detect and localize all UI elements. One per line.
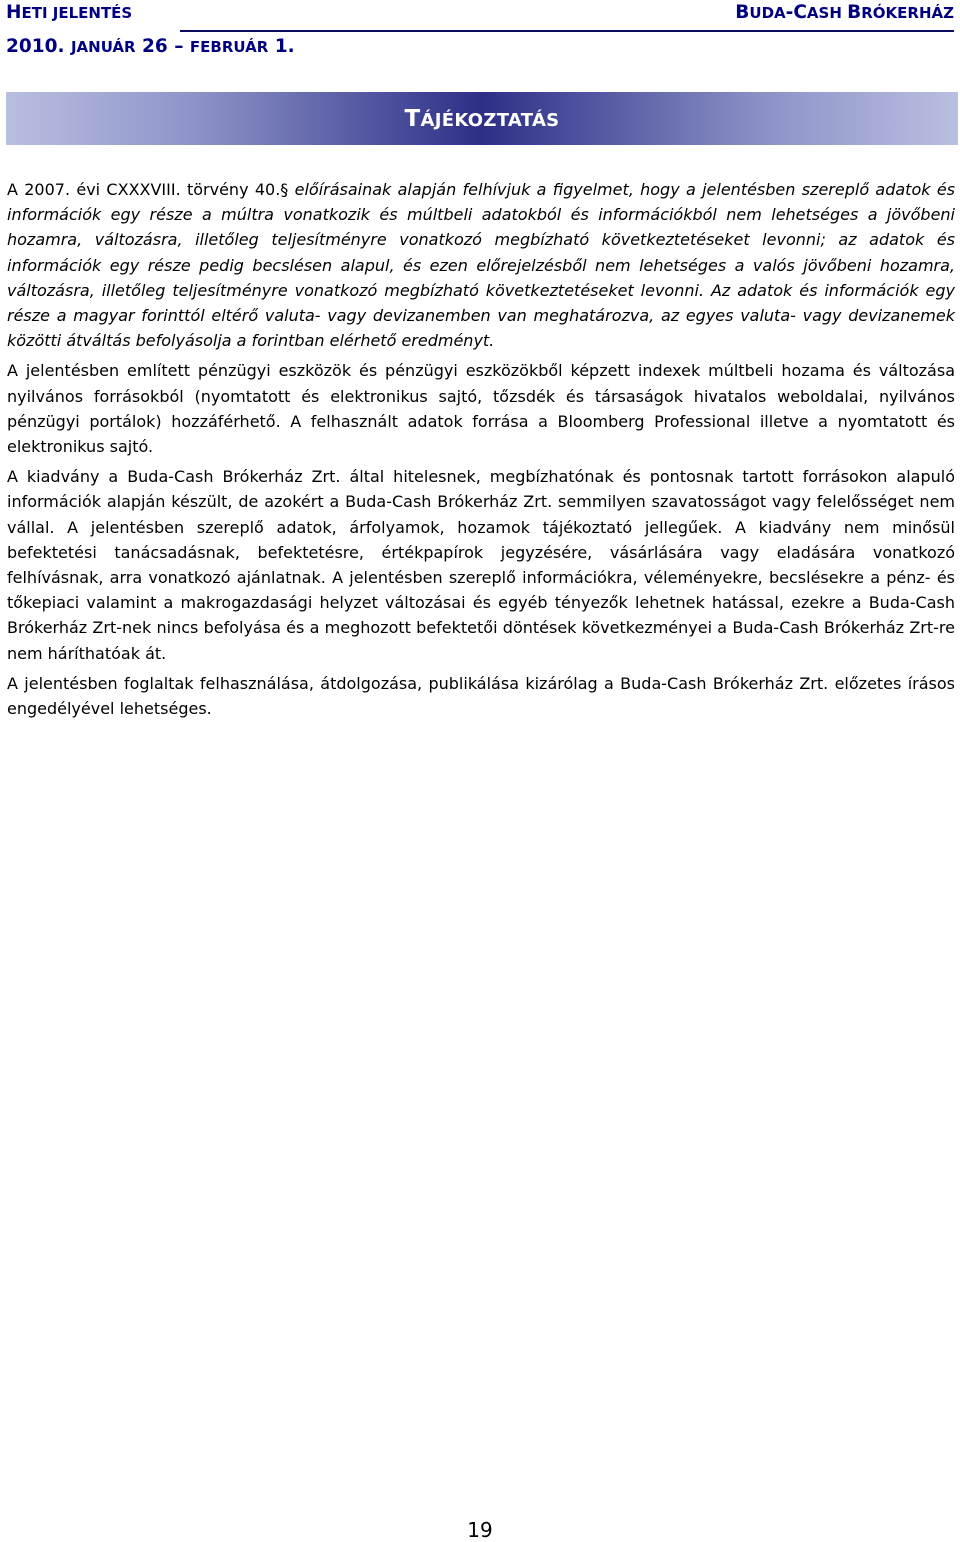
- company-name-part: ASH: [806, 4, 848, 22]
- page-header: [0, 0, 960, 70]
- company-name: [735, 4, 954, 22]
- section-title: [6, 106, 958, 132]
- paragraph: [7, 177, 955, 353]
- header-divider: [180, 30, 954, 32]
- date-part: JANUÁR: [70, 38, 136, 56]
- paragraph: A jelentésben foglaltak felhasználása, átdolgozása, publikálása kizárólag a Buda-Cash Brókerház Zrt. előzetes írásos engedélyével lehetséges.: [7, 673, 955, 719]
- paragraph: A kiadvány a Buda-Cash Brókerház Zrt. által hitelesnek, megbízhatónak és pontosnak tartott forrásokon alapuló információk alapján készült, de azokért a Buda-Cash Brókerház Zrt. semmilyen szavatosságot vagy felelősséget nem vállal. A jelentésben szereplő adatok, árfolyamok, hozamok tájékoztató jellegűek. A kiadvány nem minősül befektetési tanácsadásnak, befektetésre, értékpapírok jegyzésére, vásárlására vagy eladására vonatkozó felhívásnak, arra vonatkozó ajánlatnak. A jelentésben szereplő információkra, véleményekre, becslésekre a pénz- és tőkepiaci valamint a makrogazdasági helyzet változásai és egyéb tényezők lehetnek hatással, ezekre a Buda-Cash Brókerház Zrt-nek nincs befolyása és a meghozott befektetői döntések következményei a Buda-Cash Brókerház Zrt-re nem háríthatóak át.: [7, 467, 955, 663]
- company-name-part: UDA: [749, 4, 786, 22]
- company-name-part: RÓKERHÁZ: [861, 4, 954, 22]
- page-number: 19: [467, 1518, 493, 1542]
- date-part: FEBRUÁR: [189, 38, 269, 56]
- report-title: [6, 4, 132, 22]
- report-title-rest: ETI JELENTÉS: [21, 4, 133, 22]
- section-title-initial: T: [404, 106, 421, 132]
- disclaimer-body: [7, 177, 955, 726]
- section-banner: [6, 92, 958, 145]
- report-date-range: [6, 38, 295, 56]
- paragraph-lead: A 2007. évi CXXXVIII. törvény 40.§: [7, 180, 295, 199]
- company-name-part: B: [735, 2, 750, 23]
- company-name-part: C: [793, 2, 807, 23]
- date-part: 1.: [268, 36, 295, 57]
- paragraph: A jelentésben említett pénzügyi eszközök és pénzügyi eszközökből képzett indexek múltbeli hozama és változása nyilvános forrásokból (nyomtatott és elektronikus sajtó, tőzsdék és társaságok hivatalos weboldalai, nyilvános pénzügyi portálok) hozzáférhető. A felhasznált adatok forrása a Bloomberg Professional illetve a nyomtatott és elektronikus sajtó.: [7, 361, 955, 457]
- date-part: 26 –: [135, 36, 190, 57]
- date-part: 2010.: [6, 36, 71, 57]
- company-name-part: -: [785, 2, 794, 23]
- paragraph-italic: előírásainak alapján felhívjuk a figyelmet, hogy a jelentésben szereplő adatok és információk egy része a múltra vonatkozik és múltbeli adatokból és információkból nem lehetséges a jövőbeni hozamra, változásra, illetőleg teljesítményre vonatkozó megbízható következtetéseket levonni; az adatok és információk egy része pedig becslésen alapul, és ezen előrejelzésből nem lehetséges a valós jövőbeni hozamra, változásra, illetőleg teljesítményre vonatkozó megbízható következtetéseket levonni. Az adatok és információk egy része a magyar forinttól eltérő valuta- vagy devizanemben van meghatározva, az egyes valuta- vagy devizanemek közötti átváltás befolyásolja a forintban elérhető eredményt.: [7, 180, 955, 351]
- section-title-rest: ÁJÉKOZTATÁS: [420, 110, 560, 131]
- report-title-initial: H: [6, 2, 22, 23]
- company-name-part: B: [847, 2, 862, 23]
